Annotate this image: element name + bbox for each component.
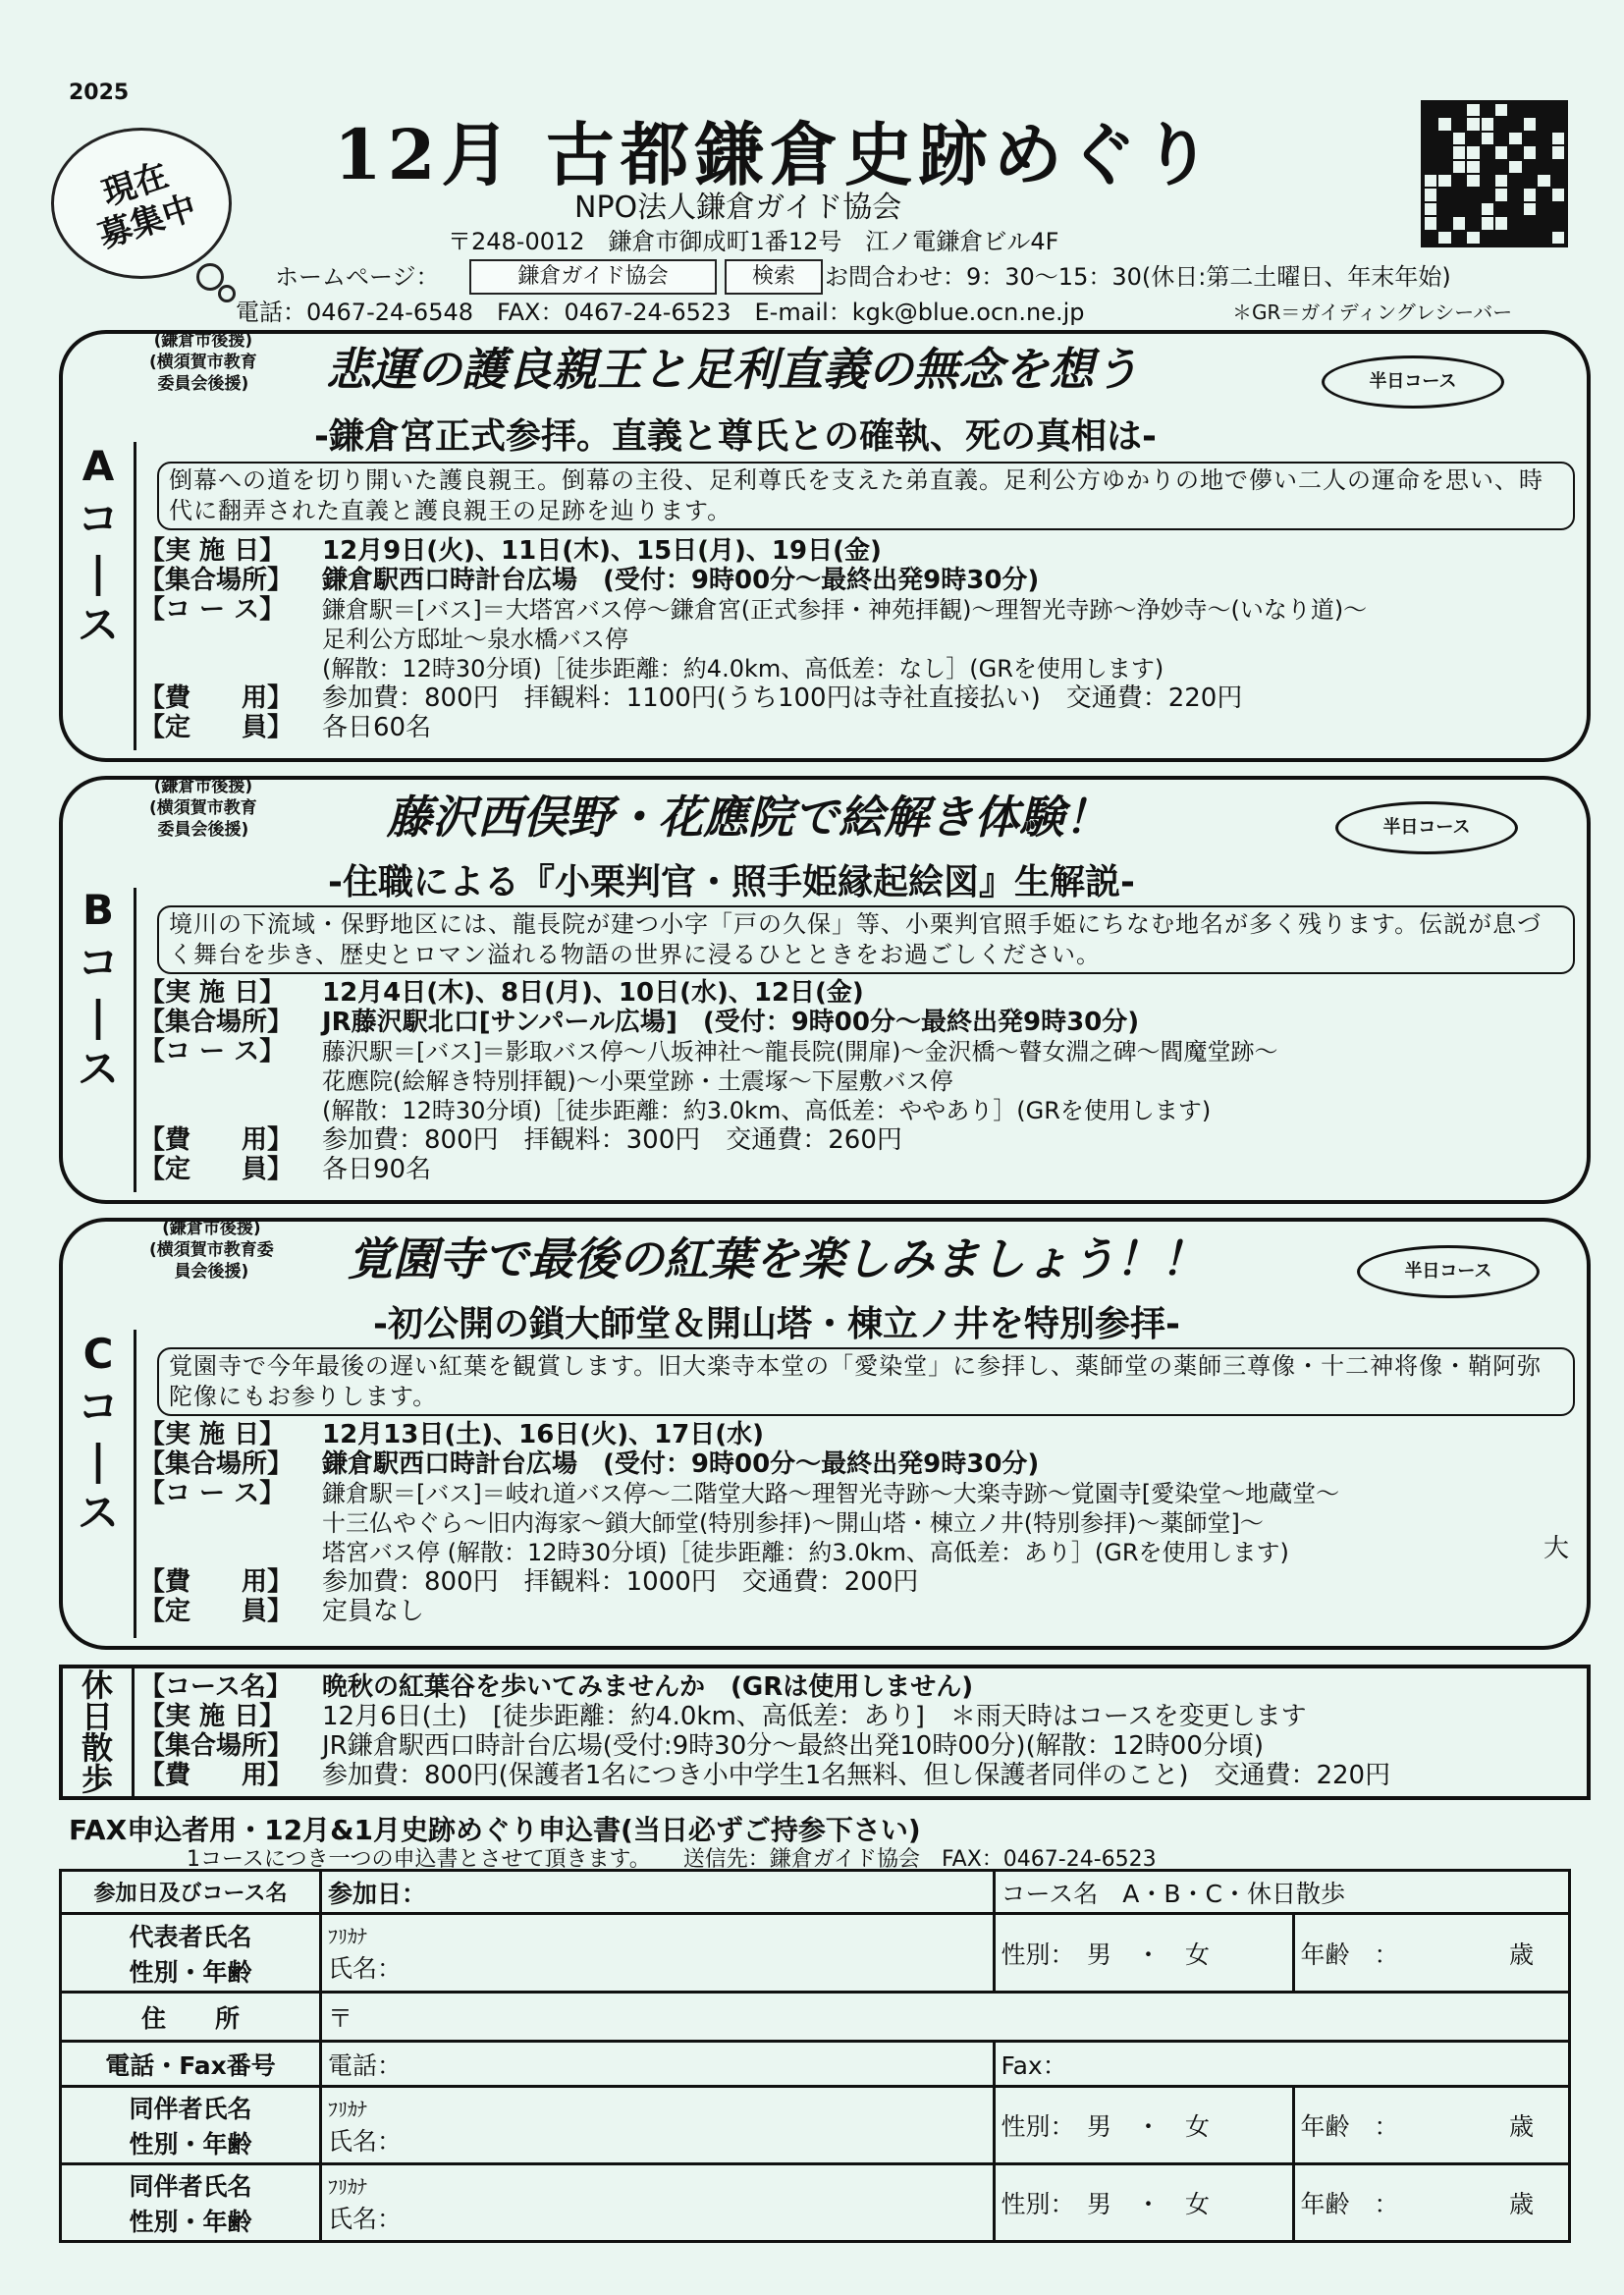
course-value: 藤沢駅＝[バス]＝影取バス停～八坂神社～龍長院(開扉)～金沢橋～瞽女淵之碑～閻魔堂跡～ 花應院(絵解き特別拝観)～小栗堂跡・土震塚～下屋敷バス停 (解散：12時30分頃)［徒歩距離：約3.0km、高低差：ややあり］(GRを使用します)	[322, 1038, 1278, 1124]
course-description: 境川の下流域・保野地区には、龍長院が建つ小字「戸の久保」等、小栗判官照手姫にちなむ地名が多く残ります。伝説が息づく舞台を歩き、歴史とロマン溢れる物語の世界に浸るひとときをお過ごしください。	[157, 905, 1575, 974]
course-row	[139, 1037, 1573, 1125]
fee-label: 【費 用】	[139, 1761, 294, 1790]
course-subtitle: -初公開の鎖大師堂＆開山塔・棟立ノ井を特別参拝-	[373, 1304, 1180, 1344]
fee-row	[139, 1567, 1573, 1597]
course-a	[59, 330, 1591, 762]
patron-note: (鎌倉市後援) (横須賀市教育委 員会後援)	[149, 1219, 274, 1282]
furigana-label: ﾌﾘｶﾅ	[328, 1925, 367, 1948]
course-extra-char: 大	[1543, 1534, 1570, 1563]
meet-value: 鎌倉駅西口時計台広場 (受付：9時00分～最終出発9時30分)	[322, 566, 1040, 595]
meet-value: JR藤沢駅北口[サンパール広場] (受付：9時00分～最終出発9時30分)	[322, 1008, 1140, 1037]
date-value: 12月9日(火)、11日(木)、15日(月)、19日(金)	[322, 536, 882, 566]
holiday-walk	[59, 1665, 1591, 1800]
companion1-age-field[interactable]: 年齢 ： 歳	[1293, 2087, 1569, 2164]
course-name-row	[139, 1672, 1583, 1702]
course-label: 【コ ー ス】	[139, 1479, 286, 1508]
capacity-value: 各日60名	[322, 713, 432, 742]
meet-label: 【集合場所】	[139, 1008, 294, 1037]
meet-row	[139, 1008, 1573, 1037]
companion2-age-field[interactable]: 年齢 ： 歳	[1293, 2164, 1569, 2242]
qr-code-icon[interactable]	[1421, 100, 1568, 247]
fee-value: 参加費：800円(保護者1名につき小中学生1名無料、但し保護者同伴のこと) 交通費：220円	[322, 1761, 1391, 1790]
address: 〒248-0012 鎌倉市御成町1番12号 江ノ電鎌倉ビル4F	[448, 228, 1059, 255]
half-day-badge: 半日コース	[1357, 1245, 1540, 1298]
rep-name-field[interactable]	[321, 1914, 995, 1993]
application-form	[59, 1869, 1571, 2243]
rep-label: 代表者氏名 性別・年齢	[61, 1914, 321, 1993]
capacity-row	[139, 1597, 1573, 1626]
course-name-label: 【コース名】	[139, 1672, 292, 1702]
form-col1: 参加日及びコース名	[61, 1871, 321, 1914]
course-description: 覚園寺で今年最後の遅い紅葉を観賞します。旧大楽寺本堂の「愛染堂」に参拝し、薬師堂の薬師三尊像・十二神将像・鞘阿弥陀像にもお参りします。	[157, 1347, 1575, 1416]
furigana-label: ﾌﾘｶﾅ	[328, 2174, 367, 2199]
capacity-row	[139, 1155, 1573, 1184]
course-side-label: B コ | ス	[77, 886, 119, 1093]
course-title: 悲運の護良親王と足利直義の無念を想う	[326, 343, 1139, 396]
name-label: 氏名：	[328, 2126, 403, 2156]
gr-note: ＊GR＝ガイディングレシーバー	[1232, 301, 1513, 324]
date-label: 【実 施 日】	[139, 978, 286, 1008]
fax-field[interactable]: Fax：	[994, 2042, 1569, 2087]
meet-value: JR鎌倉駅西口時計台広場(受付:9時30分～最終出発10時00分)(解散：12時00分頃)	[322, 1731, 1265, 1761]
tel-fax-email: 電話：0467-24-6548 FAX：0467-24-6523 E-mail：kgk@blue.ocn.ne.jp	[236, 299, 1085, 326]
participation-date-field[interactable]: 参加日：	[321, 1871, 995, 1914]
course-description: 倒幕への道を切り開いた護良親王。倒幕の主役、足利尊氏を支えた弟直義。足利公方ゆかりの地で儚い二人の運命を思い、時代に翻弄された直義と護良親王の足跡を辿ります。	[157, 462, 1575, 530]
capacity-value: 定員なし	[322, 1597, 425, 1626]
bubble-dot-small	[218, 285, 236, 302]
meet-label: 【集合場所】	[139, 1449, 294, 1479]
course-value: 鎌倉駅＝[バス]＝岐れ道バス停～二階堂大路～理智光寺跡～大楽寺跡～覚園寺[愛染堂～地蔵堂～ 十三仏やぐら～旧内海家～鎖大師堂(特別参拝)～開山塔・棟立ノ井(特別参拝)～薬師堂]～ 塔宮バス停 (解散：12時30分頃)［徒歩距離：約3.0km、高低差：あり］(GRを使用します)	[322, 1480, 1340, 1566]
fee-label: 【費 用】	[139, 1567, 294, 1597]
course-value: 鎌倉駅＝[バス]＝大塔宮バス停～鎌倉宮(正式参拝・神苑拝観)～理智光寺跡～浄妙寺～(いなり道)～ 足利公方邸址～泉水橋バス停 (解散：12時30分頃)［徒歩距離：約4.0km、高低差：なし］(GRを使用します)	[322, 596, 1368, 683]
companion2-gender-field[interactable]: 性別： 男 ・ 女	[994, 2164, 1293, 2242]
patron-note: (鎌倉市後援) (横須賀市教育 委員会後援)	[149, 331, 257, 394]
form-heading: FAX申込者用・12月&1月史跡めぐり申込書(当日必ずご持参下さい)	[69, 1814, 921, 1846]
fee-label: 【費 用】	[139, 683, 294, 713]
meet-row	[139, 1731, 1583, 1761]
recruiting-badge	[51, 128, 232, 279]
course-row	[139, 1479, 1573, 1567]
course-subtitle: -鎌倉宮正式参拝。直義と尊氏との確執、死の真相は-	[314, 416, 1157, 457]
meet-row	[139, 566, 1573, 595]
page-title: 12月 古都鎌倉史跡めぐり	[334, 114, 1218, 195]
capacity-row	[139, 713, 1573, 742]
date-value: 12月6日(土) [徒歩距離：約4.0km、高低差：あり] ＊雨天時はコースを変更します	[322, 1702, 1307, 1731]
meet-label: 【集合場所】	[139, 566, 294, 595]
date-label: 【実 施 日】	[139, 1420, 286, 1449]
half-day-badge: 半日コース	[1322, 355, 1504, 409]
companion2-label: 同伴者氏名 性別・年齢	[61, 2164, 321, 2242]
course-side-label: C コ | ス	[77, 1330, 119, 1537]
capacity-label: 【定 員】	[139, 1597, 294, 1626]
course-name-select[interactable]: コース名 A・B・C・休日散歩	[994, 1871, 1569, 1914]
meet-label: 【集合場所】	[139, 1731, 294, 1761]
rep-age-field[interactable]: 年齢 ： 歳	[1293, 1914, 1569, 1993]
search-button[interactable]: 検索	[725, 259, 823, 295]
divider	[134, 442, 136, 750]
course-label: 【コ ー ス】	[139, 595, 286, 625]
course-name-value: 晩秋の紅葉谷を歩いてみませんか (GRは使用しません)	[322, 1672, 974, 1702]
date-row	[139, 536, 1573, 566]
year: 2025	[69, 81, 130, 105]
course-label: 【コ ー ス】	[139, 1037, 286, 1066]
date-label: 【実 施 日】	[139, 536, 286, 566]
phone-label: 電話・Fax番号	[61, 2042, 321, 2087]
date-row	[139, 1420, 1573, 1449]
date-value: 12月4日(木)、8日(月)、10日(水)、12日(金)	[322, 978, 864, 1008]
phone-field[interactable]: 電話：	[321, 2042, 995, 2087]
name-label: 氏名：	[328, 1954, 403, 1983]
meet-value: 鎌倉駅西口時計台広場 (受付：9時00分～最終出発9時30分)	[322, 1449, 1040, 1479]
contact-hours: お問合わせ：9：30～15：30(休日:第二土曜日、年末年始)	[825, 263, 1451, 291]
course-title: 藤沢西俣野・花應院で絵解き体験！	[387, 791, 1110, 844]
course-side-label: A コ | ス	[77, 442, 119, 649]
address-label: 住 所	[61, 1993, 321, 2042]
homepage-search-input[interactable]: 鎌倉ガイド協会	[469, 259, 717, 295]
patron-note: (鎌倉市後援) (横須賀市教育 委員会後援)	[149, 777, 257, 840]
holiday-side-label: 休 日 散 歩	[63, 1668, 135, 1796]
meet-row	[139, 1449, 1573, 1479]
homepage-label: ホームページ：	[275, 263, 440, 291]
org-name: NPO法人鎌倉ガイド協会	[574, 191, 902, 225]
course-c	[59, 1218, 1591, 1650]
date-label: 【実 施 日】	[139, 1702, 286, 1731]
form-note: 1コースにつき一つの申込書とさせて頂きます。 送信先：鎌倉ガイド協会 FAX：0467-24-6523	[187, 1847, 1157, 1872]
name-label: 氏名：	[328, 2204, 403, 2233]
fee-row	[139, 1125, 1573, 1155]
half-day-badge: 半日コース	[1335, 801, 1518, 854]
date-row	[139, 1702, 1583, 1731]
fee-row	[139, 1761, 1583, 1790]
course-title: 覚園寺で最後の紅葉を楽しみましょう！！	[348, 1232, 1206, 1285]
date-row	[139, 978, 1573, 1008]
companion2-name-field[interactable]	[321, 2164, 995, 2242]
capacity-value: 各日90名	[322, 1155, 432, 1184]
fee-value: 参加費：800円 拝観料：1100円(うち100円は寺社直接払い) 交通費：220円	[322, 683, 1243, 713]
course-row	[139, 595, 1573, 683]
fee-value: 参加費：800円 拝観料：1000円 交通費：200円	[322, 1567, 919, 1597]
address-field[interactable]: 〒	[321, 1993, 1570, 2042]
badge-text: 現在 募集中	[93, 155, 201, 256]
furigana-label: ﾌﾘｶﾅ	[328, 2097, 367, 2121]
capacity-label: 【定 員】	[139, 713, 294, 742]
course-subtitle: -住職による『小栗判官・照手姫縁起絵図』生解説-	[328, 862, 1135, 902]
capacity-label: 【定 員】	[139, 1155, 294, 1184]
rep-gender-field[interactable]: 性別： 男 ・ 女	[994, 1914, 1293, 1993]
fee-row	[139, 683, 1573, 713]
companion1-gender-field[interactable]: 性別： 男 ・ 女	[994, 2087, 1293, 2164]
fee-label: 【費 用】	[139, 1125, 294, 1155]
fee-value: 参加費：800円 拝観料：300円 交通費：260円	[322, 1125, 902, 1155]
divider	[134, 888, 136, 1192]
course-b	[59, 776, 1591, 1204]
companion1-label: 同伴者氏名 性別・年齢	[61, 2087, 321, 2164]
companion1-name-field[interactable]	[321, 2087, 995, 2164]
divider	[134, 1330, 136, 1638]
date-value: 12月13日(土)、16日(火)、17日(水)	[322, 1420, 765, 1449]
